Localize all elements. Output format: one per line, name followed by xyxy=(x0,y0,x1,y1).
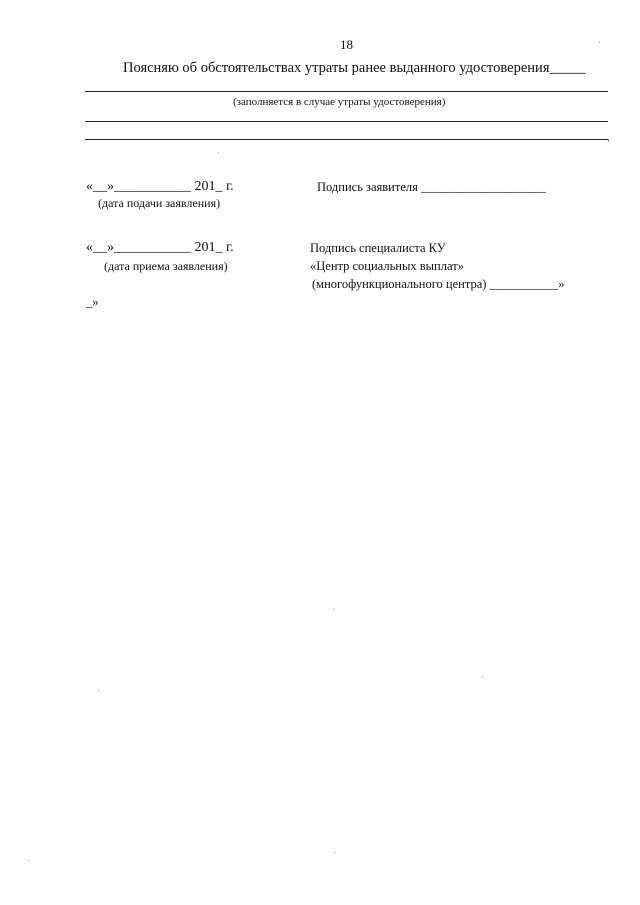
fill-line-1 xyxy=(85,91,608,92)
specialist-signature-line2: «Центр социальных выплат» xyxy=(310,259,464,273)
specialist-signature-line3: (многофункционального центра) ___________» xyxy=(312,277,565,291)
scan-speck xyxy=(334,852,335,853)
scan-speck xyxy=(482,676,483,677)
scan-speck xyxy=(218,152,219,153)
application-date-caption: (дата подачи заявления) xyxy=(98,196,221,210)
line-end-mark: . xyxy=(607,130,610,144)
reception-date-caption: (дата приема заявления) xyxy=(104,259,228,273)
explanation-heading: Поясняю об обстоятельствах утраты ранее выданного удостоверения_____ xyxy=(123,60,586,76)
applicant-signature: Подпись заявителя ____________________ xyxy=(317,180,546,194)
stray-mark: _» xyxy=(86,295,99,309)
scan-speck xyxy=(28,860,29,861)
specialist-signature-line1: Подпись специалиста КУ xyxy=(310,241,446,255)
scan-speck xyxy=(98,690,99,691)
fill-line-3 xyxy=(85,139,608,140)
scan-speck xyxy=(599,42,600,43)
fill-hint: (заполняется в случае утраты удостоверения) xyxy=(233,96,446,108)
fill-line-2 xyxy=(85,121,608,122)
scan-speck xyxy=(333,609,334,610)
reception-date-line: «__»___________ 201_ г. xyxy=(86,240,234,255)
application-date-line: «__»___________ 201_ г. xyxy=(86,179,234,194)
page-number: 18 xyxy=(340,37,353,52)
